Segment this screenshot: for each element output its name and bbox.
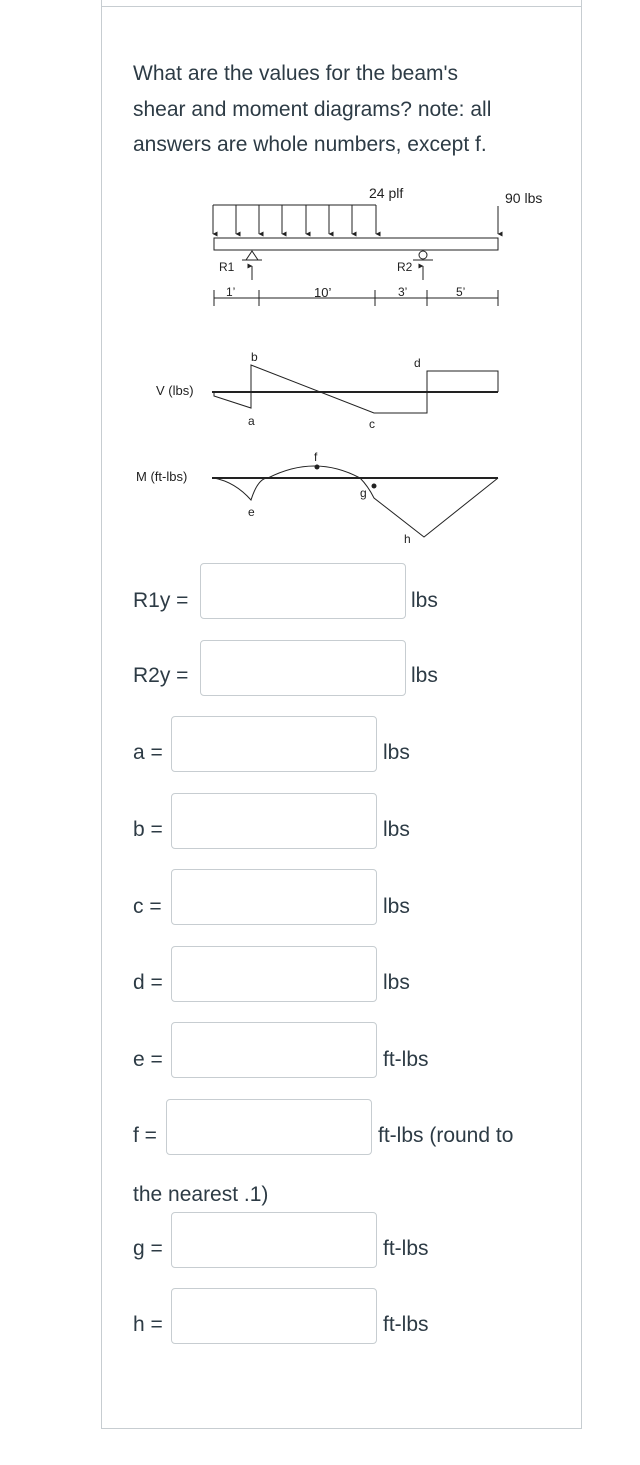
support2-label: R2	[397, 260, 413, 274]
support-roller-r2	[413, 251, 433, 280]
c-label: c =	[133, 895, 162, 918]
f-note: the nearest .1)	[133, 1183, 269, 1206]
f-unit: ft-lbs (round to	[378, 1124, 514, 1147]
f-input[interactable]	[166, 1099, 372, 1155]
g-input[interactable]	[171, 1212, 377, 1268]
c-input[interactable]	[171, 869, 377, 925]
question-line-3: answers are whole numbers, except f.	[133, 133, 487, 156]
f-label: f =	[133, 1124, 157, 1147]
a-label: a =	[133, 741, 163, 764]
b-unit: lbs	[383, 818, 410, 841]
e-unit: ft-lbs	[383, 1048, 429, 1071]
dimension-2: 10’	[314, 285, 332, 300]
a-unit: lbs	[383, 741, 410, 764]
support-pin-r1	[242, 251, 262, 280]
moment-curve	[214, 466, 498, 537]
c-unit: lbs	[383, 895, 410, 918]
dimension-4: 5’	[456, 285, 466, 299]
r2y-unit: lbs	[411, 664, 438, 687]
b-input[interactable]	[171, 793, 377, 849]
point-load-label: 90 lbs	[505, 190, 543, 206]
r1y-input[interactable]	[200, 563, 406, 619]
shear-point-d: d	[414, 356, 421, 370]
dimension-3: 3’	[398, 285, 408, 299]
g-label: g =	[133, 1237, 163, 1260]
load-label: 24 plf	[369, 185, 404, 201]
shear-axis-label: V (lbs)	[156, 383, 194, 398]
question-line-2: shear and moment diagrams? note: all	[133, 97, 492, 121]
r1y-label: R1y =	[133, 589, 189, 612]
moment-point-f: f	[314, 450, 318, 464]
beam-diagram	[0, 0, 640, 560]
moment-point-g: g	[360, 486, 367, 500]
shear-point-a: a	[248, 414, 255, 428]
beam	[214, 238, 498, 250]
shear-point-c: c	[369, 417, 375, 431]
shear-point-b: b	[251, 350, 258, 364]
b-label: b =	[133, 818, 163, 841]
r1y-unit: lbs	[411, 589, 438, 612]
a-input[interactable]	[171, 716, 377, 772]
shear-curve	[214, 365, 498, 413]
d-label: d =	[133, 971, 163, 994]
moment-point-e: e	[248, 505, 255, 519]
moment-point-g-marker	[372, 484, 377, 489]
h-input[interactable]	[171, 1288, 377, 1344]
g-unit: ft-lbs	[383, 1237, 429, 1260]
distributed-load	[213, 205, 376, 234]
moment-point-f-marker	[315, 465, 320, 470]
moment-axis-label: M (ft-lbs)	[136, 469, 188, 484]
r2y-label: R2y =	[133, 664, 189, 687]
h-label: h =	[133, 1313, 163, 1336]
r2y-input[interactable]	[200, 640, 406, 696]
dimension-1: 1’	[226, 285, 236, 299]
d-unit: lbs	[383, 971, 410, 994]
support1-label: R1	[219, 260, 235, 274]
e-input[interactable]	[171, 1022, 377, 1078]
h-unit: ft-lbs	[383, 1313, 429, 1336]
question-line-1: What are the values for the beam's	[133, 62, 459, 85]
e-label: e =	[133, 1048, 163, 1071]
d-input[interactable]	[171, 946, 377, 1002]
moment-point-h: h	[404, 532, 411, 546]
